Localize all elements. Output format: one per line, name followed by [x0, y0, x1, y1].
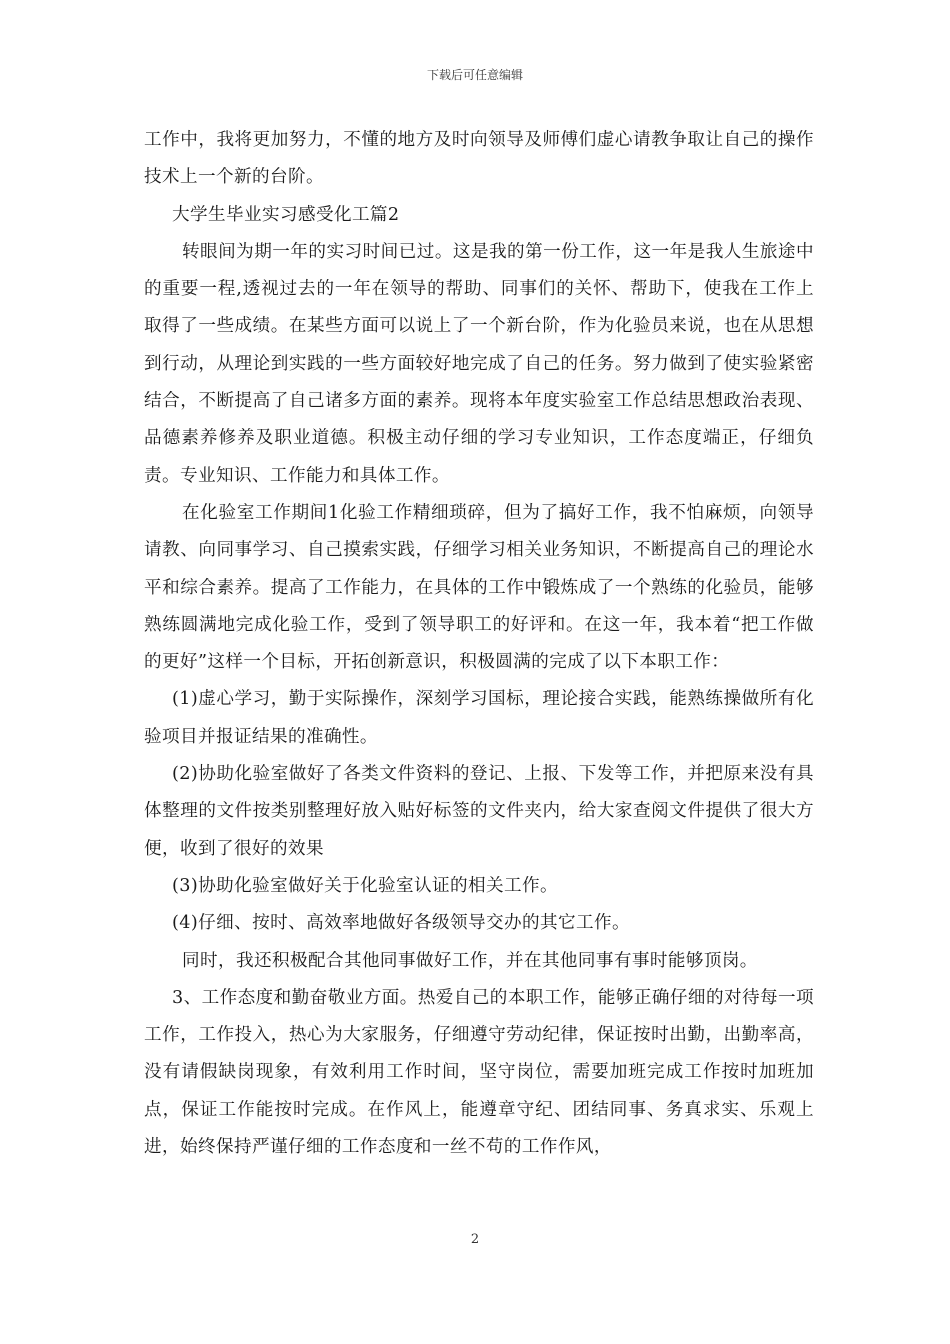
list-item: (1)虚心学习，勤于实际操作，深刻学习国标，理论接合实践，能熟练操做所有化验项目并报证结果的准确性。 — [144, 689, 814, 747]
page-header: 下载后可任意编辑 — [426, 68, 523, 82]
paragraph: 转眼间为期一年的实习时间已过。这是我的第一份工作，这一年是我人生旅途中的重要一程,透视过去的一年在领导的帮助、同事们的关怀、帮助下，使我在工作上取得了一些成绩。在某些方面可以说上了一个新台阶，作为化验员来说，也在从思想到行动，从理论到实践的一些方面较好地完成了自己的任务。努力做到了使实验紧密结合，不断提高了自己诸多方面的素养。现将本年度实验室工作总结思想政治表现、品德素养修养及职业道德。积极主动仔细的学习专业知识，工作态度端正，仔细负责。专业知识、工作能力和具体工作。 — [144, 241, 814, 486]
paragraph: 3、工作态度和勤奋敬业方面。热爱自己的本职工作，能够正确仔细的对待每一项工作，工作投入，热心为大家服务，仔细遵守劳动纪律，保证按时出勤，出勤率高，没有请假缺岗现象，有效利用工作时间，坚守岗位，需要加班完成工作按时加班加点，保证工作能按时完成。在作风上，能遵章守纪、团结同事、务真求实、乐观上进，始终保持严谨仔细的工作态度和一丝不苟的工作作风， — [144, 987, 814, 1158]
list-item: (2)协助化验室做好了各类文件资料的登记、上报、下发等工作，并把原来没有具体整理的文件按类别整理好放入贴好标签的文件夹内，给大家查阅文件提供了很大方便，收到了很好的效果 — [144, 764, 814, 859]
list-item: (4)仔细、按时、高效率地做好各级领导交办的其它工作。 — [172, 913, 630, 934]
paragraph-continuation: 工作中，我将更加努力，不懂的地方及时向领导及师傅们虚心请教争取让自己的操作技术上一个新的台阶。 — [144, 130, 814, 188]
paragraph: 在化验室工作期间1化验工作精细琐碎，但为了搞好工作，我不怕麻烦，向领导请教、向同事学习、自己摸索实践，仔细学习相关业务知识，不断提高自己的理论水平和综合素养。提高了工作能力，在具体的工作中锻炼成了一个熟练的化验员，能够熟练圆满地完成化验工作，受到了领导职工的好评和。在这一年，我本着“把工作做的更好”这样一个目标，开拓创新意识，积极圆满的完成了以下本职工作： — [144, 502, 814, 673]
paragraph: 同时，我还积极配合其他同事做好工作，并在其他同事有事时能够顶岗。 — [182, 950, 758, 971]
page-number: 2 — [470, 1232, 480, 1247]
body-text — [144, 122, 814, 1166]
list-item: (3)协助化验室做好关于化验室认证的相关工作。 — [172, 875, 558, 896]
section-title: 大学生毕业实习感受化工篇2 — [172, 204, 400, 225]
